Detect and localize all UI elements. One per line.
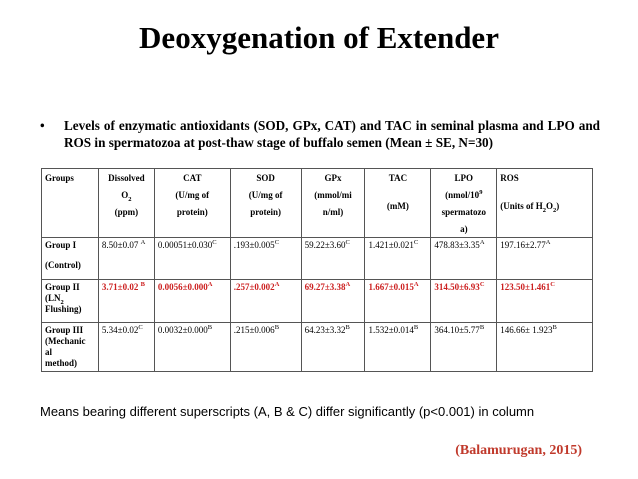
cat-cell: $0.0032\pm 0.000^B$ (154, 323, 230, 372)
table-row (42, 323, 593, 372)
header-dissolved-o2: Dissolved $O_2$ (ppm) (98, 169, 154, 238)
tac-cell: $1.421\pm 0.021^C$ (365, 238, 431, 280)
dissolved-o2-cell: 8.50±0.07 $^A$ (98, 238, 154, 280)
citation: (Balamurugan, 2015) (455, 443, 582, 458)
lpo-cell: $478.83\pm 3.35^A$ (431, 238, 497, 280)
significance-footnote: Means bearing different superscripts (A, B & C) differ significantly (p<0.001) in column (40, 404, 535, 419)
group-cell: Group III (Mechanic al method) (42, 323, 99, 372)
group-cell: Group II ($LN_2$ Flushing) (42, 280, 99, 323)
gpx-cell: $64.23\pm 3.32^B$ (301, 323, 365, 372)
results-table (41, 168, 593, 372)
cat-cell: $0.0056\pm 0.000^A$ (154, 280, 230, 323)
lpo-cell: $314.50\pm 6.93^C$ (431, 280, 497, 323)
header-gpx: GPx (mmol/mi n/ml) (301, 169, 365, 238)
bullet-text: Levels of enzymatic antioxidants (SOD, GPx, CAT) and TAC in seminal plasma and LPO and ROS in spermatozoa at post-thaw stage of buffalo semen (Mean ± SE, N=30) (64, 118, 600, 150)
table-header-row (42, 169, 593, 238)
header-groups: Groups (42, 169, 99, 238)
ros-cell: $123.50\pm 1.461^C$ (497, 280, 593, 323)
header-lpo: LPO ($nmol/10^9$ spermatozo a) (431, 169, 497, 238)
dissolved-o2-cell: 3.71±0.02 $^B$ (98, 280, 154, 323)
ros-cell: $197.16\pm 2.77^A$ (497, 238, 593, 280)
sod-cell: $.215\pm 0.006^B$ (230, 323, 301, 372)
header-sod: SOD (U/mg of protein) (230, 169, 301, 238)
tac-cell: $1.667\pm 0.015^A$ (365, 280, 431, 323)
gpx-cell: $59.22\pm 3.60^C$ (301, 238, 365, 280)
sod-cell: $.257\pm 0.002^A$ (230, 280, 301, 323)
table-row (42, 280, 593, 323)
cat-cell: $0.00051\pm 0.030^C$ (154, 238, 230, 280)
table-row (42, 238, 593, 280)
tac-cell: $1.532\pm 0.014^B$ (365, 323, 431, 372)
ros-cell: $146.66\pm 1.923^B$ (497, 323, 593, 372)
sod-cell: $.193\pm 0.005^C$ (230, 238, 301, 280)
bullet-point (40, 117, 600, 151)
header-cat: CAT (U/mg of protein) (154, 169, 230, 238)
header-ros: ROS (Units of $H_2O_2$) (497, 169, 593, 238)
gpx-cell: $69.27\pm 3.38^A$ (301, 280, 365, 323)
bullet-icon: • (40, 118, 45, 133)
slide-title: Deoxygenation of Extender (139, 20, 499, 55)
dissolved-o2-cell: $5.34\pm 0.02^C$ (98, 323, 154, 372)
header-tac: TAC (mM) (365, 169, 431, 238)
lpo-cell: $364.10\pm 5.77^B$ (431, 323, 497, 372)
group-cell: Group I (Control) (42, 238, 99, 280)
